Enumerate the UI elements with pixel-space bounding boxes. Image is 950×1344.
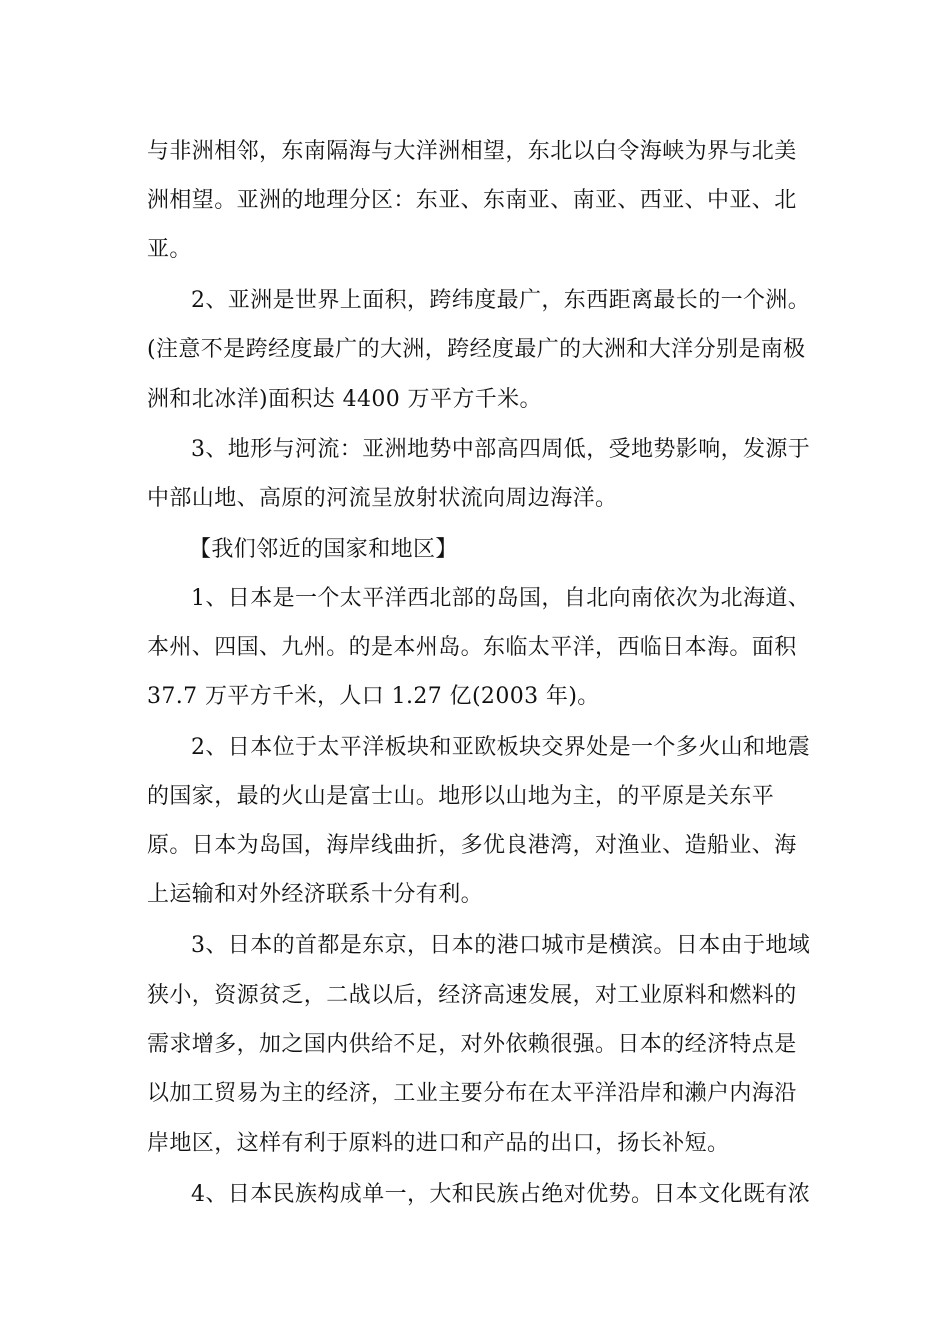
- text-line: (注意不是跨经度最广的大洲，跨经度最广的大洲和大洋分别是南极: [147, 337, 806, 362]
- text-line: 本州、四国、九州。的是本州岛。东临太平洋，西临日本海。面积: [147, 635, 797, 660]
- text-line: 中部山地、高原的河流呈放射状流向周边海洋。: [147, 486, 618, 511]
- text-line: 与非洲相邻，东南隔海与大洋洲相望，东北以白令海峡为界与北美: [147, 139, 797, 164]
- text-line: 狭小，资源贫乏，二战以后，经济高速发展，对工业原料和燃料的: [147, 983, 797, 1008]
- text-line: 3、地形与河流：亚洲地势中部高四周低，受地势影响，发源于: [191, 437, 811, 462]
- text-line: 需求增多，加之国内供给不足，对外依赖很强。日本的经济特点是: [147, 1032, 797, 1057]
- text-line: 37.7 万平方千米，人口 1.27 亿(2003 年)。: [147, 684, 600, 709]
- text-line: 上运输和对外经济联系十分有利。: [147, 882, 484, 907]
- section-heading: 【我们邻近的国家和地区】: [189, 537, 458, 562]
- text-line: 2、亚洲是世界上面积，跨纬度最广，东西距离最长的一个洲。: [191, 288, 811, 313]
- text-line: 2、日本位于太平洋板块和亚欧板块交界处是一个多火山和地震: [191, 735, 811, 760]
- text-line: 洲相望。亚洲的地理分区：东亚、东南亚、南亚、西亚、中亚、北: [147, 188, 797, 213]
- text-line: 的国家，最的火山是富士山。地形以山地为主，的平原是关东平: [147, 784, 775, 809]
- text-line: 岸地区，这样有利于原料的进口和产品的出口，扬长补短。: [147, 1131, 730, 1156]
- text-line: 3、日本的首都是东京，日本的港口城市是横滨。日本由于地域: [191, 933, 811, 958]
- text-line: 洲和北冰洋)面积达 4400 万平方千米。: [147, 387, 542, 412]
- text-line: 原。日本为岛国，海岸线曲折，多优良港湾，对渔业、造船业、海: [147, 833, 797, 858]
- text-line: 亚。: [147, 237, 192, 262]
- text-line: 4、日本民族构成单一，大和民族占绝对优势。日本文化既有浓: [191, 1182, 811, 1207]
- text-line: 以加工贸易为主的经济，工业主要分布在太平洋沿岸和濑户内海沿: [147, 1081, 797, 1106]
- text-line: 1、日本是一个太平洋西北部的岛国，自北向南依次为北海道、: [191, 586, 811, 611]
